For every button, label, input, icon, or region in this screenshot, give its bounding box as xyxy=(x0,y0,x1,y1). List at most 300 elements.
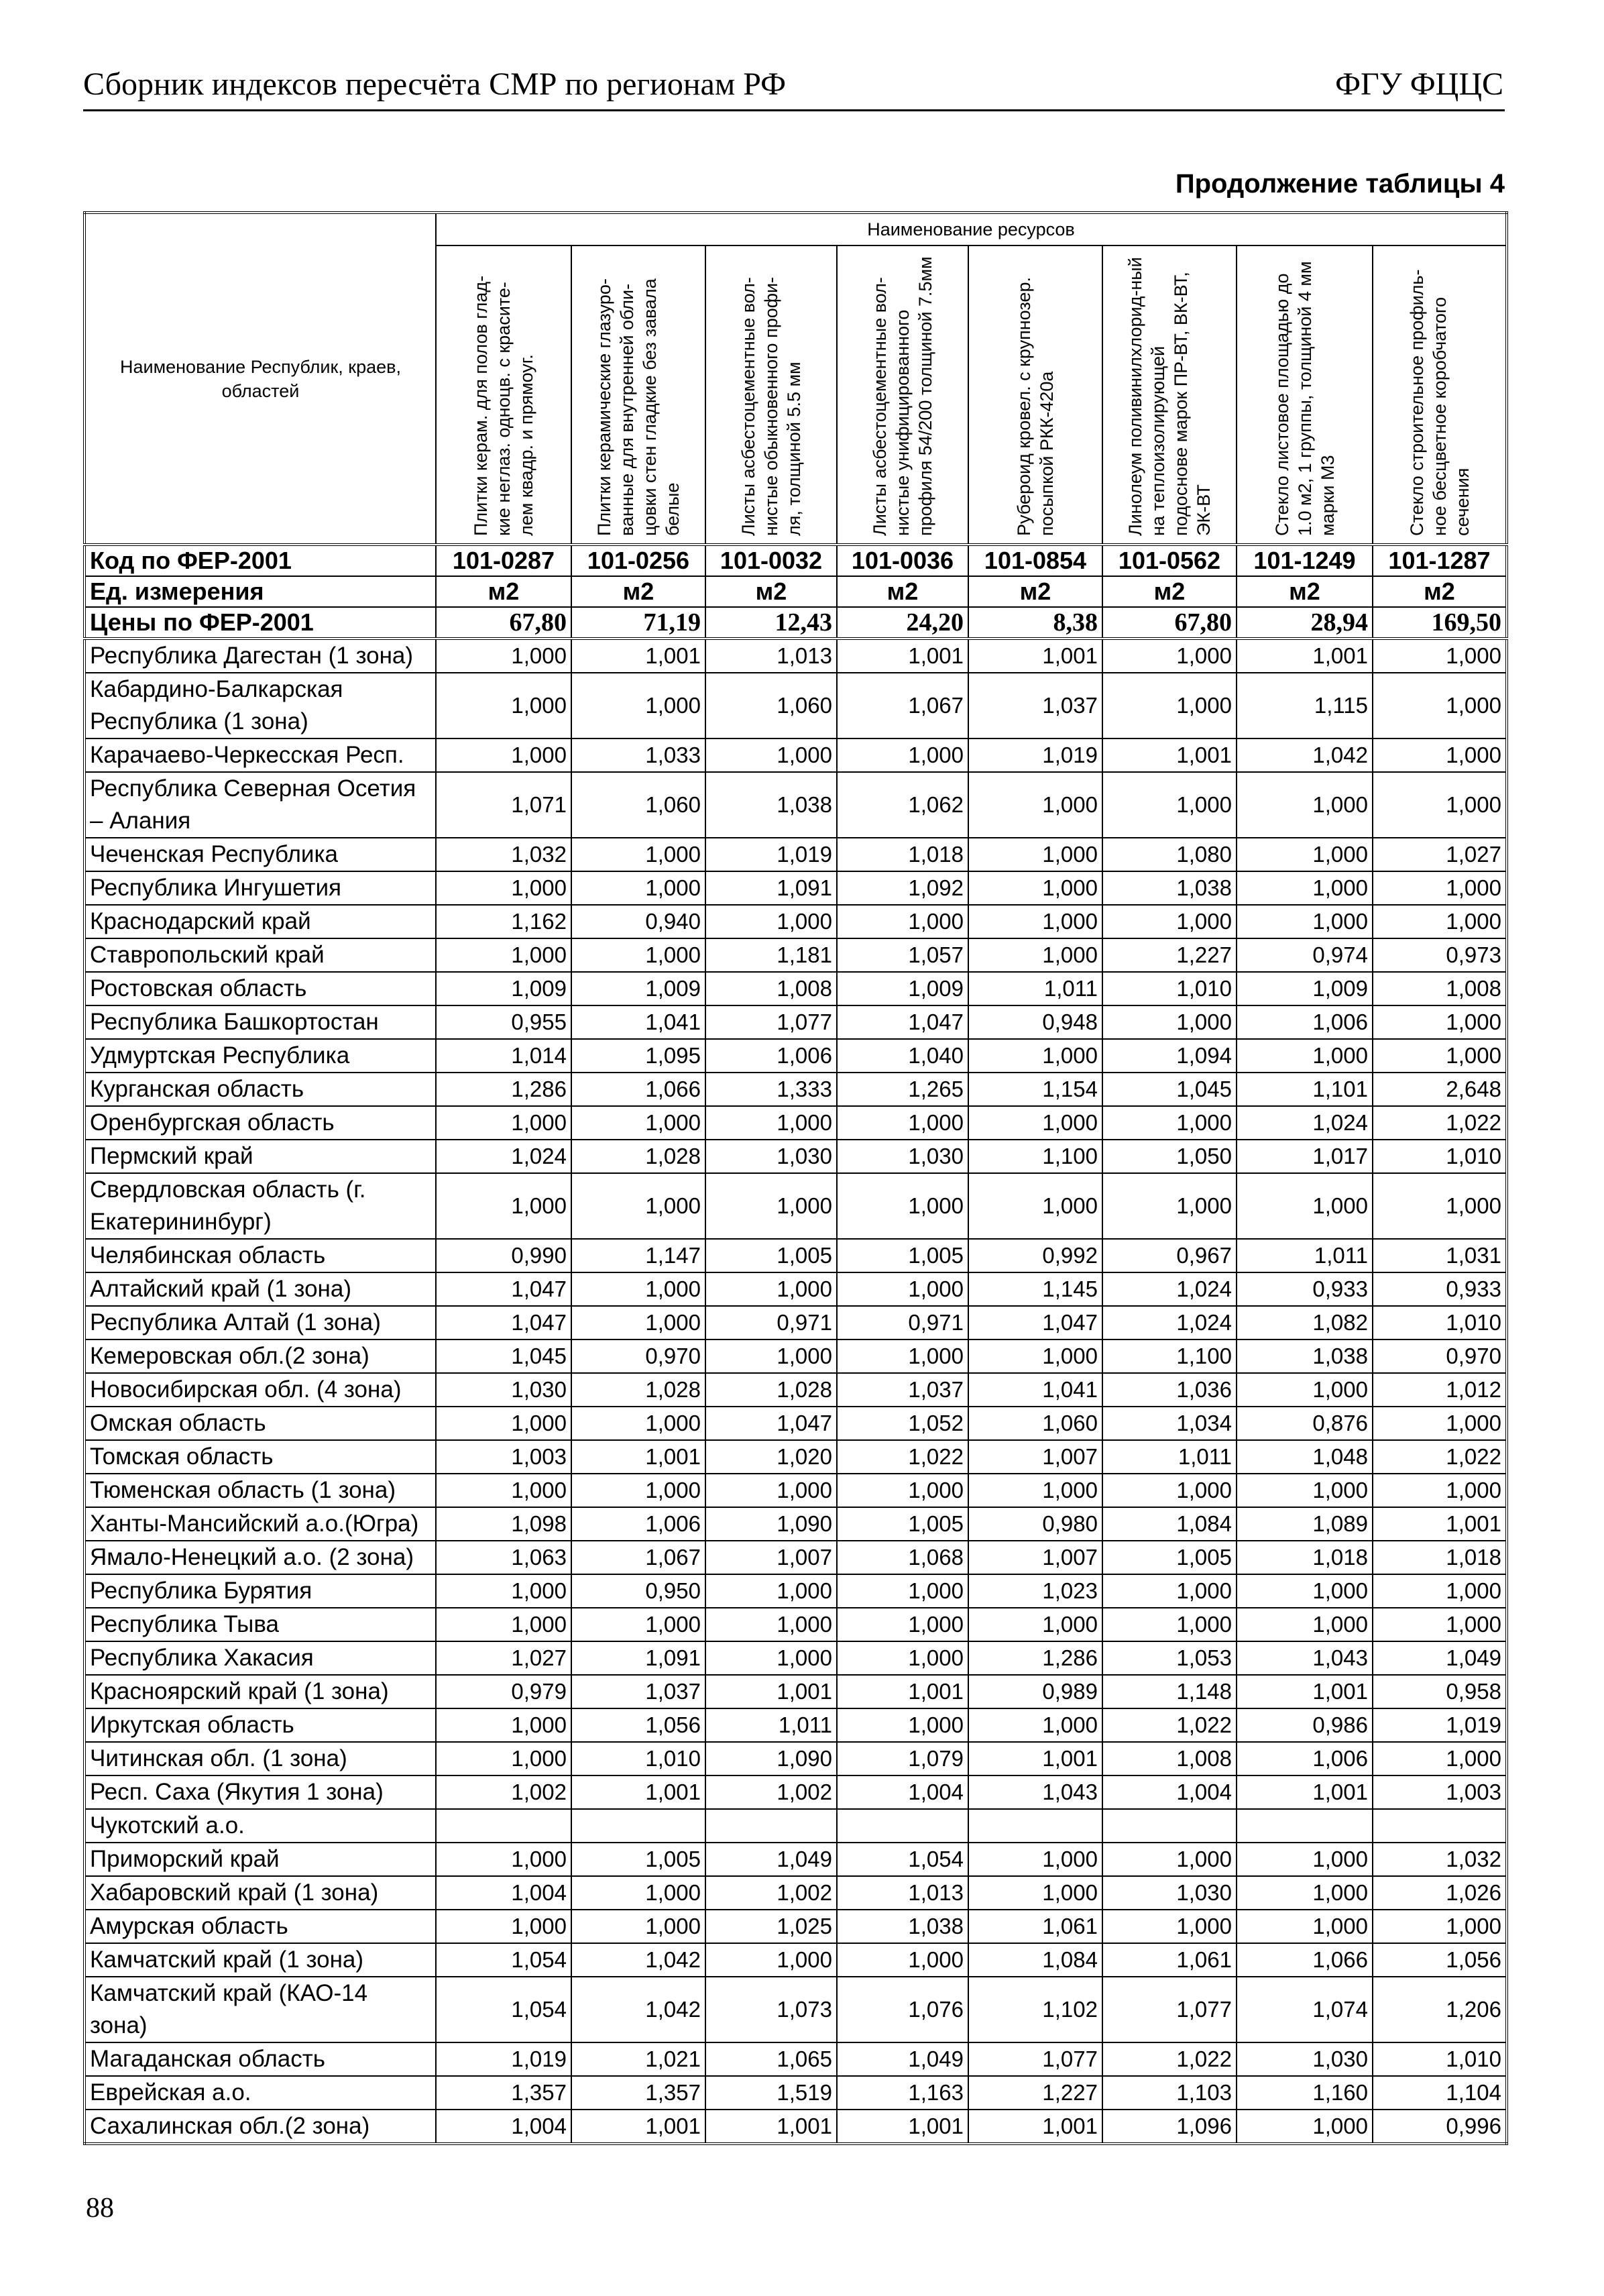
region-name: Краснодарский край xyxy=(84,905,436,938)
index-value: 1,100 xyxy=(1102,1340,1237,1373)
index-value: 1,054 xyxy=(837,1843,968,1876)
index-value: 1,000 xyxy=(571,1306,705,1340)
price-value: 71,19 xyxy=(571,607,705,639)
index-value: 1,000 xyxy=(968,1106,1102,1140)
index-value: 1,000 xyxy=(1102,1005,1237,1039)
index-value: 1,000 xyxy=(968,1843,1102,1876)
index-value: 1,091 xyxy=(705,871,837,905)
price-value: 67,80 xyxy=(436,607,571,639)
index-value: 1,030 xyxy=(705,1140,837,1173)
index-value: 1,019 xyxy=(1373,1708,1507,1742)
index-value: 1,357 xyxy=(436,2076,571,2110)
index-value: 1,037 xyxy=(837,1373,968,1407)
row-label: Ед. измерения xyxy=(84,576,436,607)
index-value: 1,027 xyxy=(436,1641,571,1675)
index-value: 1,000 xyxy=(705,905,837,938)
table-row xyxy=(84,905,1507,938)
index-value: 1,104 xyxy=(1373,2076,1507,2110)
region-name: Ставропольский край xyxy=(84,938,436,972)
price-value: 12,43 xyxy=(705,607,837,639)
index-value: 1,000 xyxy=(968,1039,1102,1073)
index-value: 1,038 xyxy=(1102,871,1237,905)
index-value: 1,000 xyxy=(1237,1574,1373,1608)
table-row xyxy=(84,1173,1507,1239)
region-name: Респ. Саха (Якутия 1 зона) xyxy=(84,1775,436,1809)
table-row xyxy=(84,639,1507,673)
price-value: 67,80 xyxy=(1102,607,1237,639)
region-name: Республика Дагестан (1 зона) xyxy=(84,639,436,673)
index-value: 1,004 xyxy=(436,2110,571,2144)
code-value: 101-0036 xyxy=(837,545,968,576)
index-value: 1,000 xyxy=(571,838,705,871)
index-value: 1,008 xyxy=(1373,972,1507,1005)
index-value: 1,024 xyxy=(1102,1272,1237,1306)
region-name: Сахалинская обл.(2 зона) xyxy=(84,2110,436,2144)
table-row xyxy=(84,972,1507,1005)
index-value: 0,876 xyxy=(1237,1407,1373,1440)
index-value: 1,066 xyxy=(1237,1943,1373,1977)
table-row xyxy=(84,1809,1507,1843)
index-value: 1,054 xyxy=(436,1977,571,2042)
index-value: 1,049 xyxy=(837,2042,968,2076)
index-value: 1,067 xyxy=(837,673,968,739)
index-value: 1,089 xyxy=(1237,1507,1373,1541)
header-divider xyxy=(83,109,1505,111)
index-value: 1,034 xyxy=(1102,1407,1237,1440)
region-name: Магаданская область xyxy=(84,2042,436,2076)
index-value: 1,022 xyxy=(1102,1708,1237,1742)
index-value: 1,056 xyxy=(571,1708,705,1742)
resource-column-header xyxy=(968,245,1102,545)
table-row xyxy=(84,1775,1507,1809)
index-value: 1,030 xyxy=(1102,1876,1237,1910)
index-value: 1,000 xyxy=(705,1272,837,1306)
region-name: Республика Северная Осетия – Алания xyxy=(84,772,436,838)
index-value xyxy=(571,1809,705,1843)
table-row xyxy=(84,871,1507,905)
region-name: Чеченская Республика xyxy=(84,838,436,871)
index-value: 1,181 xyxy=(705,938,837,972)
region-name: Республика Башкортостан xyxy=(84,1005,436,1039)
index-value: 1,000 xyxy=(1237,1608,1373,1641)
index-value: 1,025 xyxy=(705,1910,837,1943)
index-value: 1,000 xyxy=(436,1173,571,1239)
index-value: 1,020 xyxy=(705,1440,837,1474)
index-value: 1,000 xyxy=(1373,871,1507,905)
index-value: 1,000 xyxy=(1373,1574,1507,1608)
index-value: 1,000 xyxy=(1373,1742,1507,1775)
code-value: 101-1287 xyxy=(1373,545,1507,576)
table-row xyxy=(84,1574,1507,1608)
region-name: Курганская область xyxy=(84,1073,436,1106)
index-value: 1,024 xyxy=(1102,1306,1237,1340)
index-value: 1,000 xyxy=(436,673,571,739)
table-row xyxy=(84,1641,1507,1675)
table-row xyxy=(84,1507,1507,1541)
index-value: 1,057 xyxy=(837,938,968,972)
resource-name: Плитки керам. для полов глад-кие неглаз. одноцв. с красите-лем квадр. и прямоуг. xyxy=(471,275,536,536)
index-value: 1,061 xyxy=(968,1910,1102,1943)
region-name: Омская область xyxy=(84,1407,436,1440)
index-value: 1,000 xyxy=(968,905,1102,938)
region-name: Хабаровский край (1 зона) xyxy=(84,1876,436,1910)
index-value: 1,115 xyxy=(1237,673,1373,739)
region-name: Кабардино-Балкарская Республика (1 зона) xyxy=(84,673,436,739)
index-value: 1,000 xyxy=(571,1910,705,1943)
region-name: Карачаево-Черкесская Респ. xyxy=(84,739,436,772)
region-name: Челябинская область xyxy=(84,1239,436,1272)
index-value: 0,980 xyxy=(968,1507,1102,1541)
table-row xyxy=(84,1608,1507,1641)
index-value: 1,000 xyxy=(1373,639,1507,673)
table-row xyxy=(84,1675,1507,1708)
index-value: 1,030 xyxy=(837,1140,968,1173)
index-value: 1,018 xyxy=(1237,1541,1373,1574)
index-value: 1,002 xyxy=(705,1876,837,1910)
index-value: 1,026 xyxy=(1373,1876,1507,1910)
index-value: 1,000 xyxy=(1373,1608,1507,1641)
code-value: 101-0287 xyxy=(436,545,571,576)
index-value: 1,060 xyxy=(705,673,837,739)
index-value: 1,000 xyxy=(1237,871,1373,905)
region-column-header: Наименование Республик, краев, областей xyxy=(84,213,436,545)
index-value: 1,010 xyxy=(1373,2042,1507,2076)
region-name: Новосибирская обл. (4 зона) xyxy=(84,1373,436,1407)
region-name: Алтайский край (1 зона) xyxy=(84,1272,436,1306)
index-value: 1,163 xyxy=(837,2076,968,2110)
index-value: 1,000 xyxy=(1237,1910,1373,1943)
index-value: 1,000 xyxy=(436,639,571,673)
index-value: 1,033 xyxy=(571,739,705,772)
index-value: 1,084 xyxy=(1102,1507,1237,1541)
index-value: 1,000 xyxy=(1237,1474,1373,1507)
index-value: 1,071 xyxy=(436,772,571,838)
regional-index-table xyxy=(83,211,1508,2145)
index-value: 1,000 xyxy=(1373,739,1507,772)
index-value: 1,000 xyxy=(1102,1910,1237,1943)
index-value: 1,077 xyxy=(968,2042,1102,2076)
index-value: 1,014 xyxy=(436,1039,571,1073)
index-value: 1,000 xyxy=(571,1608,705,1641)
index-value: 1,000 xyxy=(705,1340,837,1373)
index-value: 1,045 xyxy=(1102,1073,1237,1106)
table-row xyxy=(84,1876,1507,1910)
resource-column-header xyxy=(1237,245,1373,545)
index-value: 1,000 xyxy=(1373,1910,1507,1943)
index-value: 1,000 xyxy=(837,1340,968,1373)
index-value: 1,024 xyxy=(436,1140,571,1173)
index-value: 1,000 xyxy=(705,1474,837,1507)
region-name: Приморский край xyxy=(84,1843,436,1876)
index-value: 1,024 xyxy=(1237,1106,1373,1140)
index-value: 1,100 xyxy=(968,1140,1102,1173)
index-value: 1,000 xyxy=(571,871,705,905)
index-value: 0,940 xyxy=(571,905,705,938)
table-row xyxy=(84,1306,1507,1340)
table-row xyxy=(84,2076,1507,2110)
index-value: 1,073 xyxy=(705,1977,837,2042)
index-value: 1,000 xyxy=(1373,673,1507,739)
table-row xyxy=(84,938,1507,972)
index-value: 1,060 xyxy=(571,772,705,838)
index-value: 1,000 xyxy=(705,1641,837,1675)
index-value: 1,042 xyxy=(1237,739,1373,772)
index-value: 1,011 xyxy=(1237,1239,1373,1272)
region-name: Ханты-Мансийский а.о.(Югра) xyxy=(84,1507,436,1541)
index-value: 1,007 xyxy=(968,1541,1102,1574)
index-value: 1,010 xyxy=(1373,1306,1507,1340)
index-value: 1,000 xyxy=(968,938,1102,972)
index-value: 1,043 xyxy=(968,1775,1102,1809)
index-value: 1,000 xyxy=(837,1272,968,1306)
resource-column-header xyxy=(1373,245,1507,545)
resource-name: Плитки керамические глазуро-ванные для внутренней обли-цовки стен гладкие без завала белые xyxy=(594,278,683,536)
resource-column-header xyxy=(571,245,705,545)
index-value: 1,000 xyxy=(1373,1039,1507,1073)
index-value: 1,286 xyxy=(968,1641,1102,1675)
index-value: 0,979 xyxy=(436,1675,571,1708)
index-value: 1,001 xyxy=(1373,1507,1507,1541)
index-value: 1,094 xyxy=(1102,1039,1237,1073)
index-value: 1,076 xyxy=(837,1977,968,2042)
index-value: 1,000 xyxy=(1237,905,1373,938)
resource-column-header xyxy=(436,245,571,545)
table-row xyxy=(84,739,1507,772)
index-value: 0,967 xyxy=(1102,1239,1237,1272)
index-value: 1,047 xyxy=(436,1306,571,1340)
index-value: 1,000 xyxy=(1237,1373,1373,1407)
table-row xyxy=(84,2110,1507,2144)
index-value: 1,000 xyxy=(705,1173,837,1239)
index-value: 0,950 xyxy=(571,1574,705,1608)
index-value: 1,000 xyxy=(1237,1173,1373,1239)
index-value: 1,021 xyxy=(571,2042,705,2076)
document-title: Сборник индексов пересчёта СМР по регионам РФ xyxy=(83,66,786,102)
index-value: 1,032 xyxy=(1373,1843,1507,1876)
table-row xyxy=(84,673,1507,739)
index-value: 1,079 xyxy=(837,1742,968,1775)
index-value: 1,091 xyxy=(571,1641,705,1675)
index-value: 1,019 xyxy=(705,838,837,871)
index-value: 1,000 xyxy=(705,739,837,772)
index-value: 1,000 xyxy=(837,739,968,772)
row-label: Код по ФЕР-2001 xyxy=(84,545,436,576)
index-value: 1,023 xyxy=(968,1574,1102,1608)
resource-column-header xyxy=(837,245,968,545)
resource-name: Листы асбестоцементные вол-нистые унифицированного профиля 54/200 толщиной 7.5мм xyxy=(870,256,935,536)
index-value: 1,005 xyxy=(837,1239,968,1272)
index-value: 1,000 xyxy=(968,1173,1102,1239)
index-value: 1,001 xyxy=(968,2110,1102,2144)
index-value: 1,077 xyxy=(705,1005,837,1039)
index-value: 1,333 xyxy=(705,1073,837,1106)
index-value: 1,145 xyxy=(968,1272,1102,1306)
index-value: 1,068 xyxy=(837,1541,968,1574)
index-value: 1,000 xyxy=(1102,1608,1237,1641)
index-value: 1,047 xyxy=(837,1005,968,1039)
index-value: 1,077 xyxy=(1102,1977,1237,2042)
index-value: 1,022 xyxy=(837,1440,968,1474)
index-value: 1,000 xyxy=(1237,772,1373,838)
index-value: 1,004 xyxy=(436,1876,571,1910)
index-value: 1,000 xyxy=(705,1106,837,1140)
index-value: 1,000 xyxy=(1237,2110,1373,2144)
table-row xyxy=(84,1708,1507,1742)
index-value: 1,028 xyxy=(705,1373,837,1407)
index-value: 1,000 xyxy=(571,1876,705,1910)
region-name: Камчатский край (КАО-14 зона) xyxy=(84,1977,436,2042)
index-value: 0,948 xyxy=(968,1005,1102,1039)
index-value: 0,990 xyxy=(436,1239,571,1272)
index-value xyxy=(1237,1809,1373,1843)
index-value: 1,000 xyxy=(837,1474,968,1507)
index-value: 1,001 xyxy=(1102,739,1237,772)
index-value: 1,000 xyxy=(436,938,571,972)
index-value: 1,000 xyxy=(571,1474,705,1507)
index-value: 1,000 xyxy=(1237,1843,1373,1876)
page-number: 88 xyxy=(86,2193,114,2224)
index-value: 1,000 xyxy=(837,1574,968,1608)
index-value: 1,067 xyxy=(571,1541,705,1574)
index-value: 1,000 xyxy=(837,905,968,938)
region-name: Читинская обл. (1 зона) xyxy=(84,1742,436,1775)
table-row xyxy=(84,1407,1507,1440)
index-value: 1,001 xyxy=(571,2110,705,2144)
index-value: 1,001 xyxy=(837,2110,968,2144)
region-name: Ростовская область xyxy=(84,972,436,1005)
index-value: 1,147 xyxy=(571,1239,705,1272)
index-value: 1,040 xyxy=(837,1039,968,1073)
index-value: 1,000 xyxy=(1102,673,1237,739)
index-value: 1,037 xyxy=(571,1675,705,1708)
index-value: 1,061 xyxy=(1102,1943,1237,1977)
index-value: 1,000 xyxy=(436,739,571,772)
index-value: 1,018 xyxy=(837,838,968,871)
index-value: 1,011 xyxy=(968,972,1102,1005)
index-value: 1,027 xyxy=(1373,838,1507,871)
index-value: 0,970 xyxy=(571,1340,705,1373)
unit-value: м2 xyxy=(571,576,705,607)
index-value: 1,066 xyxy=(571,1073,705,1106)
index-value: 1,041 xyxy=(571,1005,705,1039)
index-value: 1,011 xyxy=(1102,1440,1237,1474)
price-value: 169,50 xyxy=(1373,607,1507,639)
index-value: 0,958 xyxy=(1373,1675,1507,1708)
index-value: 1,049 xyxy=(705,1843,837,1876)
index-value: 1,000 xyxy=(1102,1843,1237,1876)
index-value: 1,000 xyxy=(436,1843,571,1876)
resources-header: Наименование ресурсов xyxy=(436,213,1507,245)
index-value: 1,005 xyxy=(705,1239,837,1272)
index-value: 1,000 xyxy=(837,1173,968,1239)
index-value: 1,000 xyxy=(968,1608,1102,1641)
index-value: 1,080 xyxy=(1102,838,1237,871)
index-value: 1,002 xyxy=(436,1775,571,1809)
index-value: 1,082 xyxy=(1237,1306,1373,1340)
index-value: 1,160 xyxy=(1237,2076,1373,2110)
index-value: 1,000 xyxy=(436,1708,571,1742)
index-value: 1,265 xyxy=(837,1073,968,1106)
price-value: 28,94 xyxy=(1237,607,1373,639)
index-value: 1,000 xyxy=(837,1943,968,1977)
index-value: 1,000 xyxy=(1373,1005,1507,1039)
index-value: 1,036 xyxy=(1102,1373,1237,1407)
index-value: 0,989 xyxy=(968,1675,1102,1708)
index-value: 1,038 xyxy=(1237,1340,1373,1373)
index-value: 1,003 xyxy=(1373,1775,1507,1809)
index-value: 1,000 xyxy=(1102,639,1237,673)
index-value: 1,008 xyxy=(1102,1742,1237,1775)
index-value: 1,001 xyxy=(968,1742,1102,1775)
index-value: 1,000 xyxy=(1102,1574,1237,1608)
index-value: 1,022 xyxy=(1102,2042,1237,2076)
code-value: 101-0032 xyxy=(705,545,837,576)
region-name: Оренбургская область xyxy=(84,1106,436,1140)
code-row xyxy=(84,545,1507,576)
index-value: 1,042 xyxy=(571,1977,705,2042)
index-value: 1,000 xyxy=(1237,838,1373,871)
index-value: 1,009 xyxy=(436,972,571,1005)
region-name: Республика Бурятия xyxy=(84,1574,436,1608)
region-name: Чукотский а.о. xyxy=(84,1809,436,1843)
index-value: 1,000 xyxy=(571,1272,705,1306)
code-value: 101-0256 xyxy=(571,545,705,576)
index-value: 2,648 xyxy=(1373,1073,1507,1106)
code-value: 101-0562 xyxy=(1102,545,1237,576)
price-value: 24,20 xyxy=(837,607,968,639)
index-value: 0,971 xyxy=(705,1306,837,1340)
index-value: 1,005 xyxy=(1102,1541,1237,1574)
price-row xyxy=(84,607,1507,639)
index-value: 1,008 xyxy=(705,972,837,1005)
organization-name: ФГУ ФЦЦС xyxy=(1335,66,1503,102)
index-value: 1,000 xyxy=(968,772,1102,838)
index-value: 1,022 xyxy=(1373,1106,1507,1140)
index-value: 1,001 xyxy=(1237,639,1373,673)
index-value xyxy=(1102,1809,1237,1843)
index-value: 1,047 xyxy=(968,1306,1102,1340)
index-value: 1,052 xyxy=(837,1407,968,1440)
region-name: Республика Хакасия xyxy=(84,1641,436,1675)
index-value: 1,000 xyxy=(968,1340,1102,1373)
index-value: 1,000 xyxy=(436,1407,571,1440)
index-value: 1,000 xyxy=(705,1943,837,1977)
index-value: 1,000 xyxy=(436,871,571,905)
index-value: 1,001 xyxy=(571,639,705,673)
index-value: 1,030 xyxy=(1237,2042,1373,2076)
unit-value: м2 xyxy=(705,576,837,607)
index-value: 1,000 xyxy=(837,1641,968,1675)
index-value: 1,003 xyxy=(436,1440,571,1474)
table-row xyxy=(84,1474,1507,1507)
index-value: 1,000 xyxy=(968,838,1102,871)
index-value: 1,010 xyxy=(1373,1140,1507,1173)
region-name: Красноярский край (1 зона) xyxy=(84,1675,436,1708)
index-value: 1,013 xyxy=(705,639,837,673)
index-value: 1,062 xyxy=(837,772,968,838)
table-row xyxy=(84,1440,1507,1474)
unit-value: м2 xyxy=(968,576,1102,607)
index-value: 1,000 xyxy=(1373,1173,1507,1239)
index-value: 1,001 xyxy=(571,1775,705,1809)
index-value: 1,006 xyxy=(571,1507,705,1541)
region-name: Свердловская область (г. Екатерининбург) xyxy=(84,1173,436,1239)
index-value: 1,206 xyxy=(1373,1977,1507,2042)
index-value: 1,004 xyxy=(1102,1775,1237,1809)
index-value: 1,042 xyxy=(571,1943,705,1977)
table-row xyxy=(84,1843,1507,1876)
index-value: 0,933 xyxy=(1237,1272,1373,1306)
